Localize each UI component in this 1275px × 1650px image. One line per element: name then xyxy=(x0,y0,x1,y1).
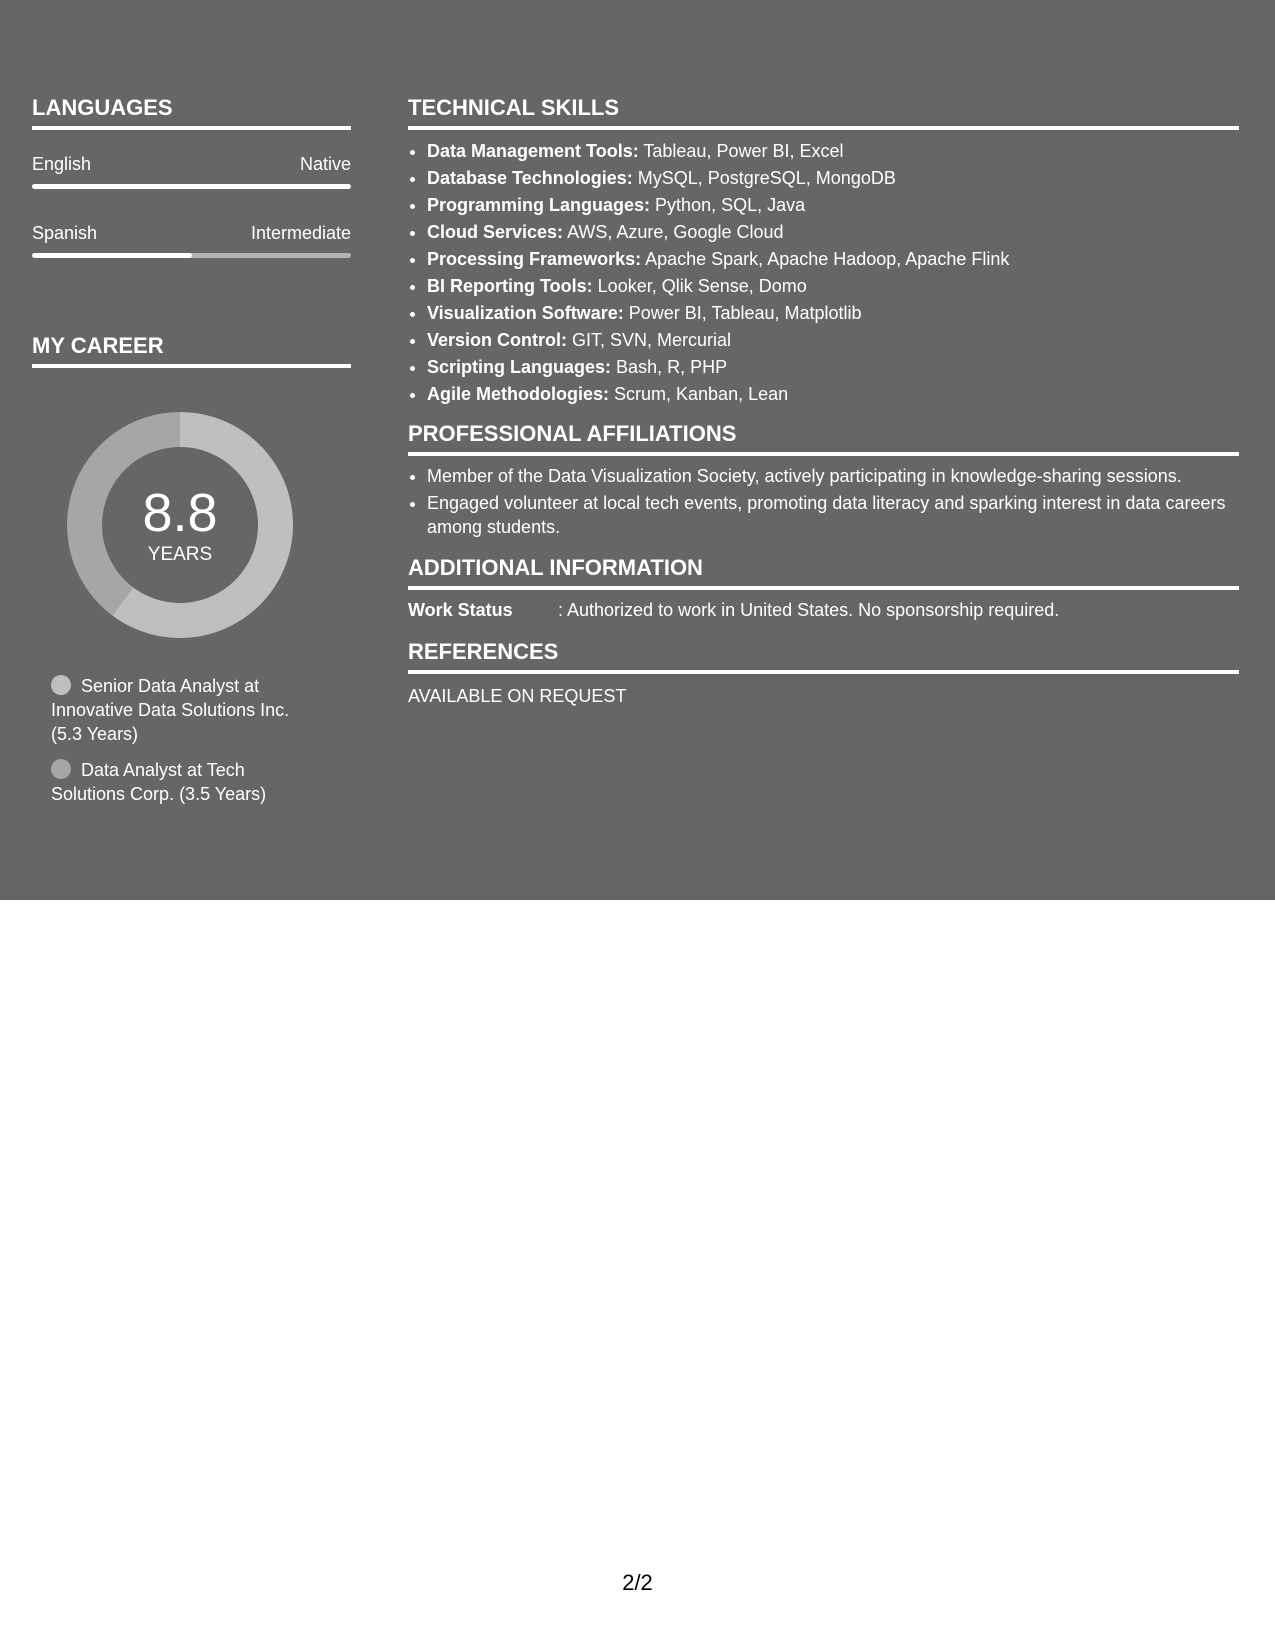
additional-info-title: ADDITIONAL INFORMATION xyxy=(408,554,1239,590)
skill-label: Processing Frameworks: xyxy=(427,249,642,269)
language-proficiency-bar xyxy=(32,184,351,189)
legend-item xyxy=(51,674,321,746)
affiliations-section xyxy=(408,420,1239,540)
skill-label: Data Management Tools: xyxy=(427,141,639,161)
technical-skills-title: TECHNICAL SKILLS xyxy=(408,94,1239,130)
work-status-key: Work Status xyxy=(408,599,513,620)
skill-item xyxy=(427,246,1239,273)
skill-value: Apache Spark, Apache Hadoop, Apache Flink xyxy=(645,249,1010,269)
career-title: MY CAREER xyxy=(32,332,351,368)
references-title: REFERENCES xyxy=(408,638,1239,674)
skill-value: MySQL, PostgreSQL, MongoDB xyxy=(637,168,896,188)
skill-item xyxy=(427,165,1239,192)
affiliations-list xyxy=(408,464,1239,540)
skill-value: Tableau, Power BI, Excel xyxy=(643,141,844,161)
skill-value: Looker, Qlik Sense, Domo xyxy=(597,276,807,296)
languages-title: LANGUAGES xyxy=(32,94,351,130)
skill-label: Programming Languages: xyxy=(427,195,651,215)
language-name: English xyxy=(32,154,92,174)
language-name: Spanish xyxy=(32,223,98,243)
skill-item xyxy=(427,219,1239,246)
legend-dot-icon xyxy=(51,675,71,695)
skill-value: Power BI, Tableau, Matplotlib xyxy=(628,303,862,323)
references-text: AVAILABLE ON REQUEST xyxy=(408,685,627,706)
career-section xyxy=(32,332,351,806)
language-level: Intermediate xyxy=(250,223,351,243)
language-item-spanish xyxy=(32,221,351,258)
donut-center xyxy=(67,412,293,638)
language-row xyxy=(32,152,351,176)
right-column xyxy=(408,94,1239,708)
legend-label: Senior Data Analyst at Innovative Data Solutions Inc. (5.3 Years) xyxy=(51,676,290,744)
career-legend xyxy=(51,674,321,806)
skill-value: Scrum, Kanban, Lean xyxy=(614,384,789,404)
skill-label: Database Technologies: xyxy=(427,168,633,188)
skill-value: GIT, SVN, Mercurial xyxy=(572,330,732,350)
work-status-value: : Authorized to work in United States. No sponsorship required. xyxy=(558,599,1060,620)
legend-dot-icon xyxy=(51,759,71,779)
work-status-row xyxy=(408,598,1239,622)
legend-label: Data Analyst at Tech Solutions Corp. (3.5 Years) xyxy=(51,760,267,804)
skill-label: Cloud Services: xyxy=(427,222,564,242)
skill-label: Scripting Languages: xyxy=(427,357,612,377)
technical-skills-section xyxy=(408,94,1239,408)
skill-label: BI Reporting Tools: xyxy=(427,276,593,296)
skill-label: Version Control: xyxy=(427,330,568,350)
skill-label: Visualization Software: xyxy=(427,303,624,323)
left-column xyxy=(32,94,351,818)
skill-item xyxy=(427,327,1239,354)
list-item: • Member of the Data Visualization Society, actively participating in knowledge-sharing sessions. xyxy=(427,464,1239,489)
skill-value: AWS, Azure, Google Cloud xyxy=(567,222,784,242)
affiliations-title: PROFESSIONAL AFFILIATIONS xyxy=(408,420,1239,456)
skill-item xyxy=(427,192,1239,219)
skill-item xyxy=(427,273,1239,300)
language-proficiency-fill xyxy=(32,184,351,189)
language-proficiency-bar xyxy=(32,253,351,258)
career-total-years: 8.8 xyxy=(142,483,218,543)
legend-item xyxy=(51,758,321,806)
language-proficiency-fill xyxy=(32,253,192,258)
language-item-english xyxy=(32,152,351,189)
additional-info-section xyxy=(408,554,1239,622)
skill-item xyxy=(427,354,1239,381)
page-number: 2/2 xyxy=(622,1570,653,1595)
skill-label: Agile Methodologies: xyxy=(427,384,609,404)
skill-item xyxy=(427,381,1239,408)
skill-value: Python, SQL, Java xyxy=(655,195,806,215)
career-donut-chart xyxy=(67,412,293,638)
skill-value: Bash, R, PHP xyxy=(616,357,728,377)
skill-item xyxy=(427,138,1239,165)
references-section xyxy=(408,638,1239,708)
skill-item xyxy=(427,300,1239,327)
list-item: • Engaged volunteer at local tech events, promoting data literacy and sparking interest in data careers among students. xyxy=(427,491,1239,540)
language-row xyxy=(32,221,351,245)
career-total-unit: YEARS xyxy=(147,544,213,565)
language-level: Native xyxy=(299,154,351,174)
skills-list xyxy=(408,138,1239,408)
